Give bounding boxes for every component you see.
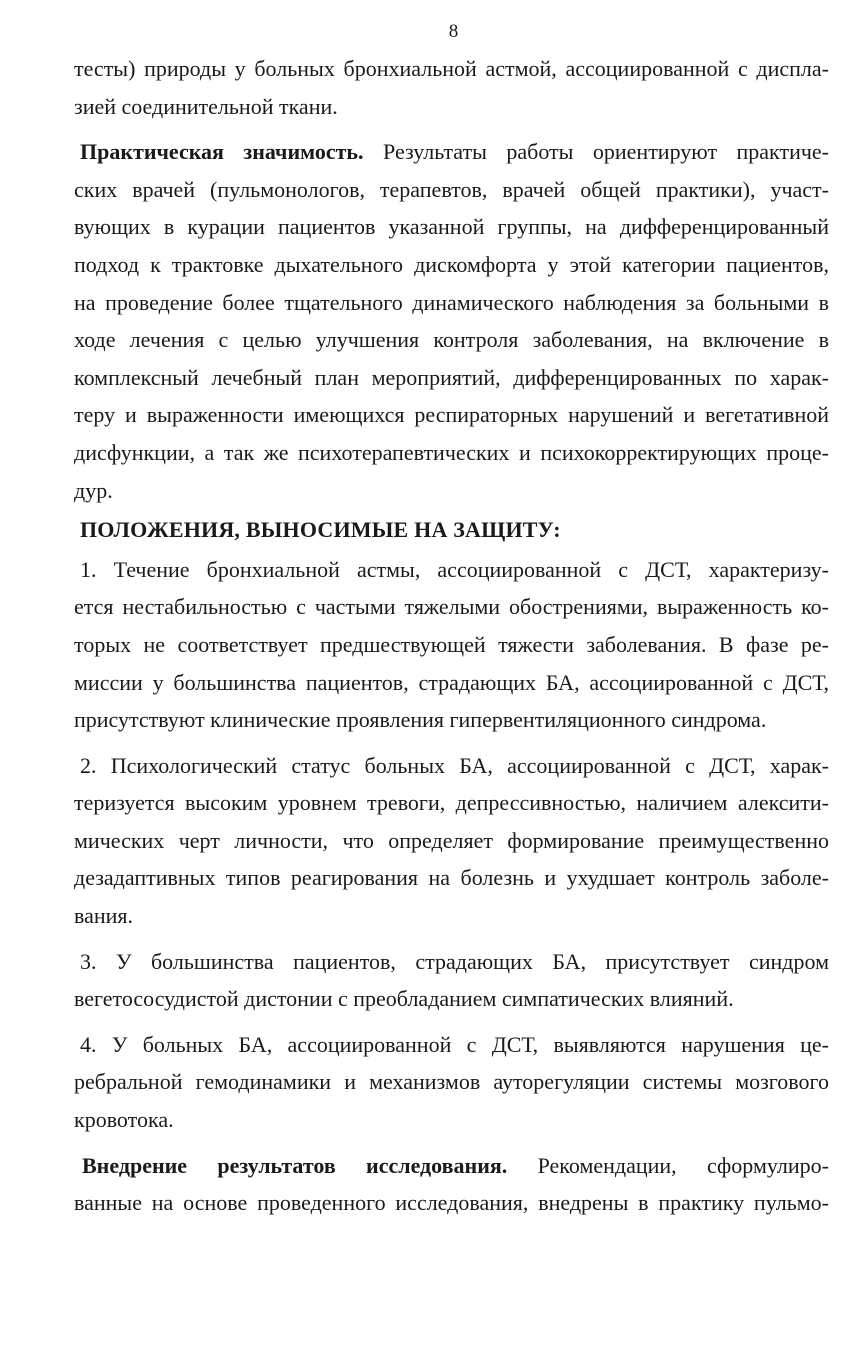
text-line: кровотока. bbox=[74, 1107, 174, 1133]
text-line: вующих в курации пациентов указанной группы, на дифференцированный bbox=[74, 214, 829, 240]
text-line: ется нестабильностью с частыми тяжелыми обострениями, выраженность ко- bbox=[74, 594, 829, 620]
section-title-practical: Практическая значимость. bbox=[80, 139, 364, 165]
text-line: 4. У больных БА, ассоциированной с ДСТ, выявляются нарушения це- bbox=[80, 1031, 829, 1057]
text-line: теру и выраженности имеющихся респираторных нарушений и вегетативной bbox=[74, 402, 829, 428]
list-item bbox=[74, 1026, 829, 1139]
text-line: зией соединительной ткани. bbox=[74, 93, 338, 119]
text-line: 1. Течение бронхиальной астмы, ассоциированной с ДСТ, характеризу- bbox=[80, 556, 829, 582]
text-fragment: Рекомендации, сформулиро- bbox=[507, 1152, 829, 1178]
text-line: ходе лечения с целью улучшения контроля заболевания, на включение в bbox=[74, 327, 829, 353]
paragraph-intro bbox=[74, 50, 829, 125]
text-line bbox=[78, 1147, 829, 1185]
list-item bbox=[74, 551, 829, 739]
text-line: 2. Психологический статус больных БА, ассоциированной с ДСТ, харак- bbox=[80, 752, 829, 778]
page-number: 8 bbox=[448, 21, 459, 42]
section-heading: ПОЛОЖЕНИЯ, ВЫНОСИМЫЕ НА ЗАЩИТУ: bbox=[80, 517, 561, 543]
text-line: 3. У большинства пациентов, страдающих БА, присутствует синдром bbox=[80, 948, 829, 974]
text-line: торых не соответствует предшествующей тяжести заболевания. В фазе ре- bbox=[74, 631, 829, 657]
text-line: мических черт личности, что определяет формирование преимущественно bbox=[74, 827, 829, 853]
list-item bbox=[74, 747, 829, 935]
text-line bbox=[78, 133, 829, 171]
text-line: миссии у большинства пациентов, страдающих БА, ассоциированной с ДСТ, bbox=[74, 669, 829, 695]
text-line: вания. bbox=[74, 903, 134, 929]
section-title-implementation: Внедрение результатов исследования. bbox=[82, 1152, 508, 1178]
text-line: присутствуют клинические проявления гипервентиляционного синдрома. bbox=[74, 707, 767, 733]
text-line: дисфункции, а так же психотерапевтических и психокорректирующих проце- bbox=[74, 439, 829, 465]
text-line: вегетососудистой дистонии с преобладанием симпатических влияний. bbox=[74, 986, 734, 1012]
text-line: тесты) природы у больных бронхиальной астмой, ассоциированной с диспла- bbox=[74, 56, 829, 81]
text-line: на проведение более тщательного динамического наблюдения за больными в bbox=[74, 289, 829, 315]
text-line: дезадаптивных типов реагирования на болезнь и ухудшает контроль заболе- bbox=[74, 865, 829, 891]
text-fragment: Результаты работы ориентируют практиче- bbox=[363, 139, 829, 165]
text-line: теризуется высоким уровнем тревоги, депрессивностью, наличием алексити- bbox=[74, 790, 829, 816]
text-line: комплексный лечебный план мероприятий, дифференцированных по харак- bbox=[74, 364, 829, 390]
paragraph-practical-significance bbox=[74, 133, 829, 509]
text-line: дур. bbox=[74, 477, 113, 503]
text-line: ских врачей (пульмонологов, терапевтов, врачей общей практики), участ- bbox=[74, 176, 829, 202]
text-line: ванные на основе проведенного исследования, внедрены в практику пульмо- bbox=[74, 1190, 829, 1216]
text-line: подход к трактовке дыхательного дискомфорта у этой категории пациентов, bbox=[74, 251, 829, 277]
list-item bbox=[74, 943, 829, 1018]
text-line: ребральной гемодинамики и механизмов ауторегуляции системы мозгового bbox=[74, 1069, 829, 1095]
paragraph-implementation bbox=[74, 1147, 829, 1222]
